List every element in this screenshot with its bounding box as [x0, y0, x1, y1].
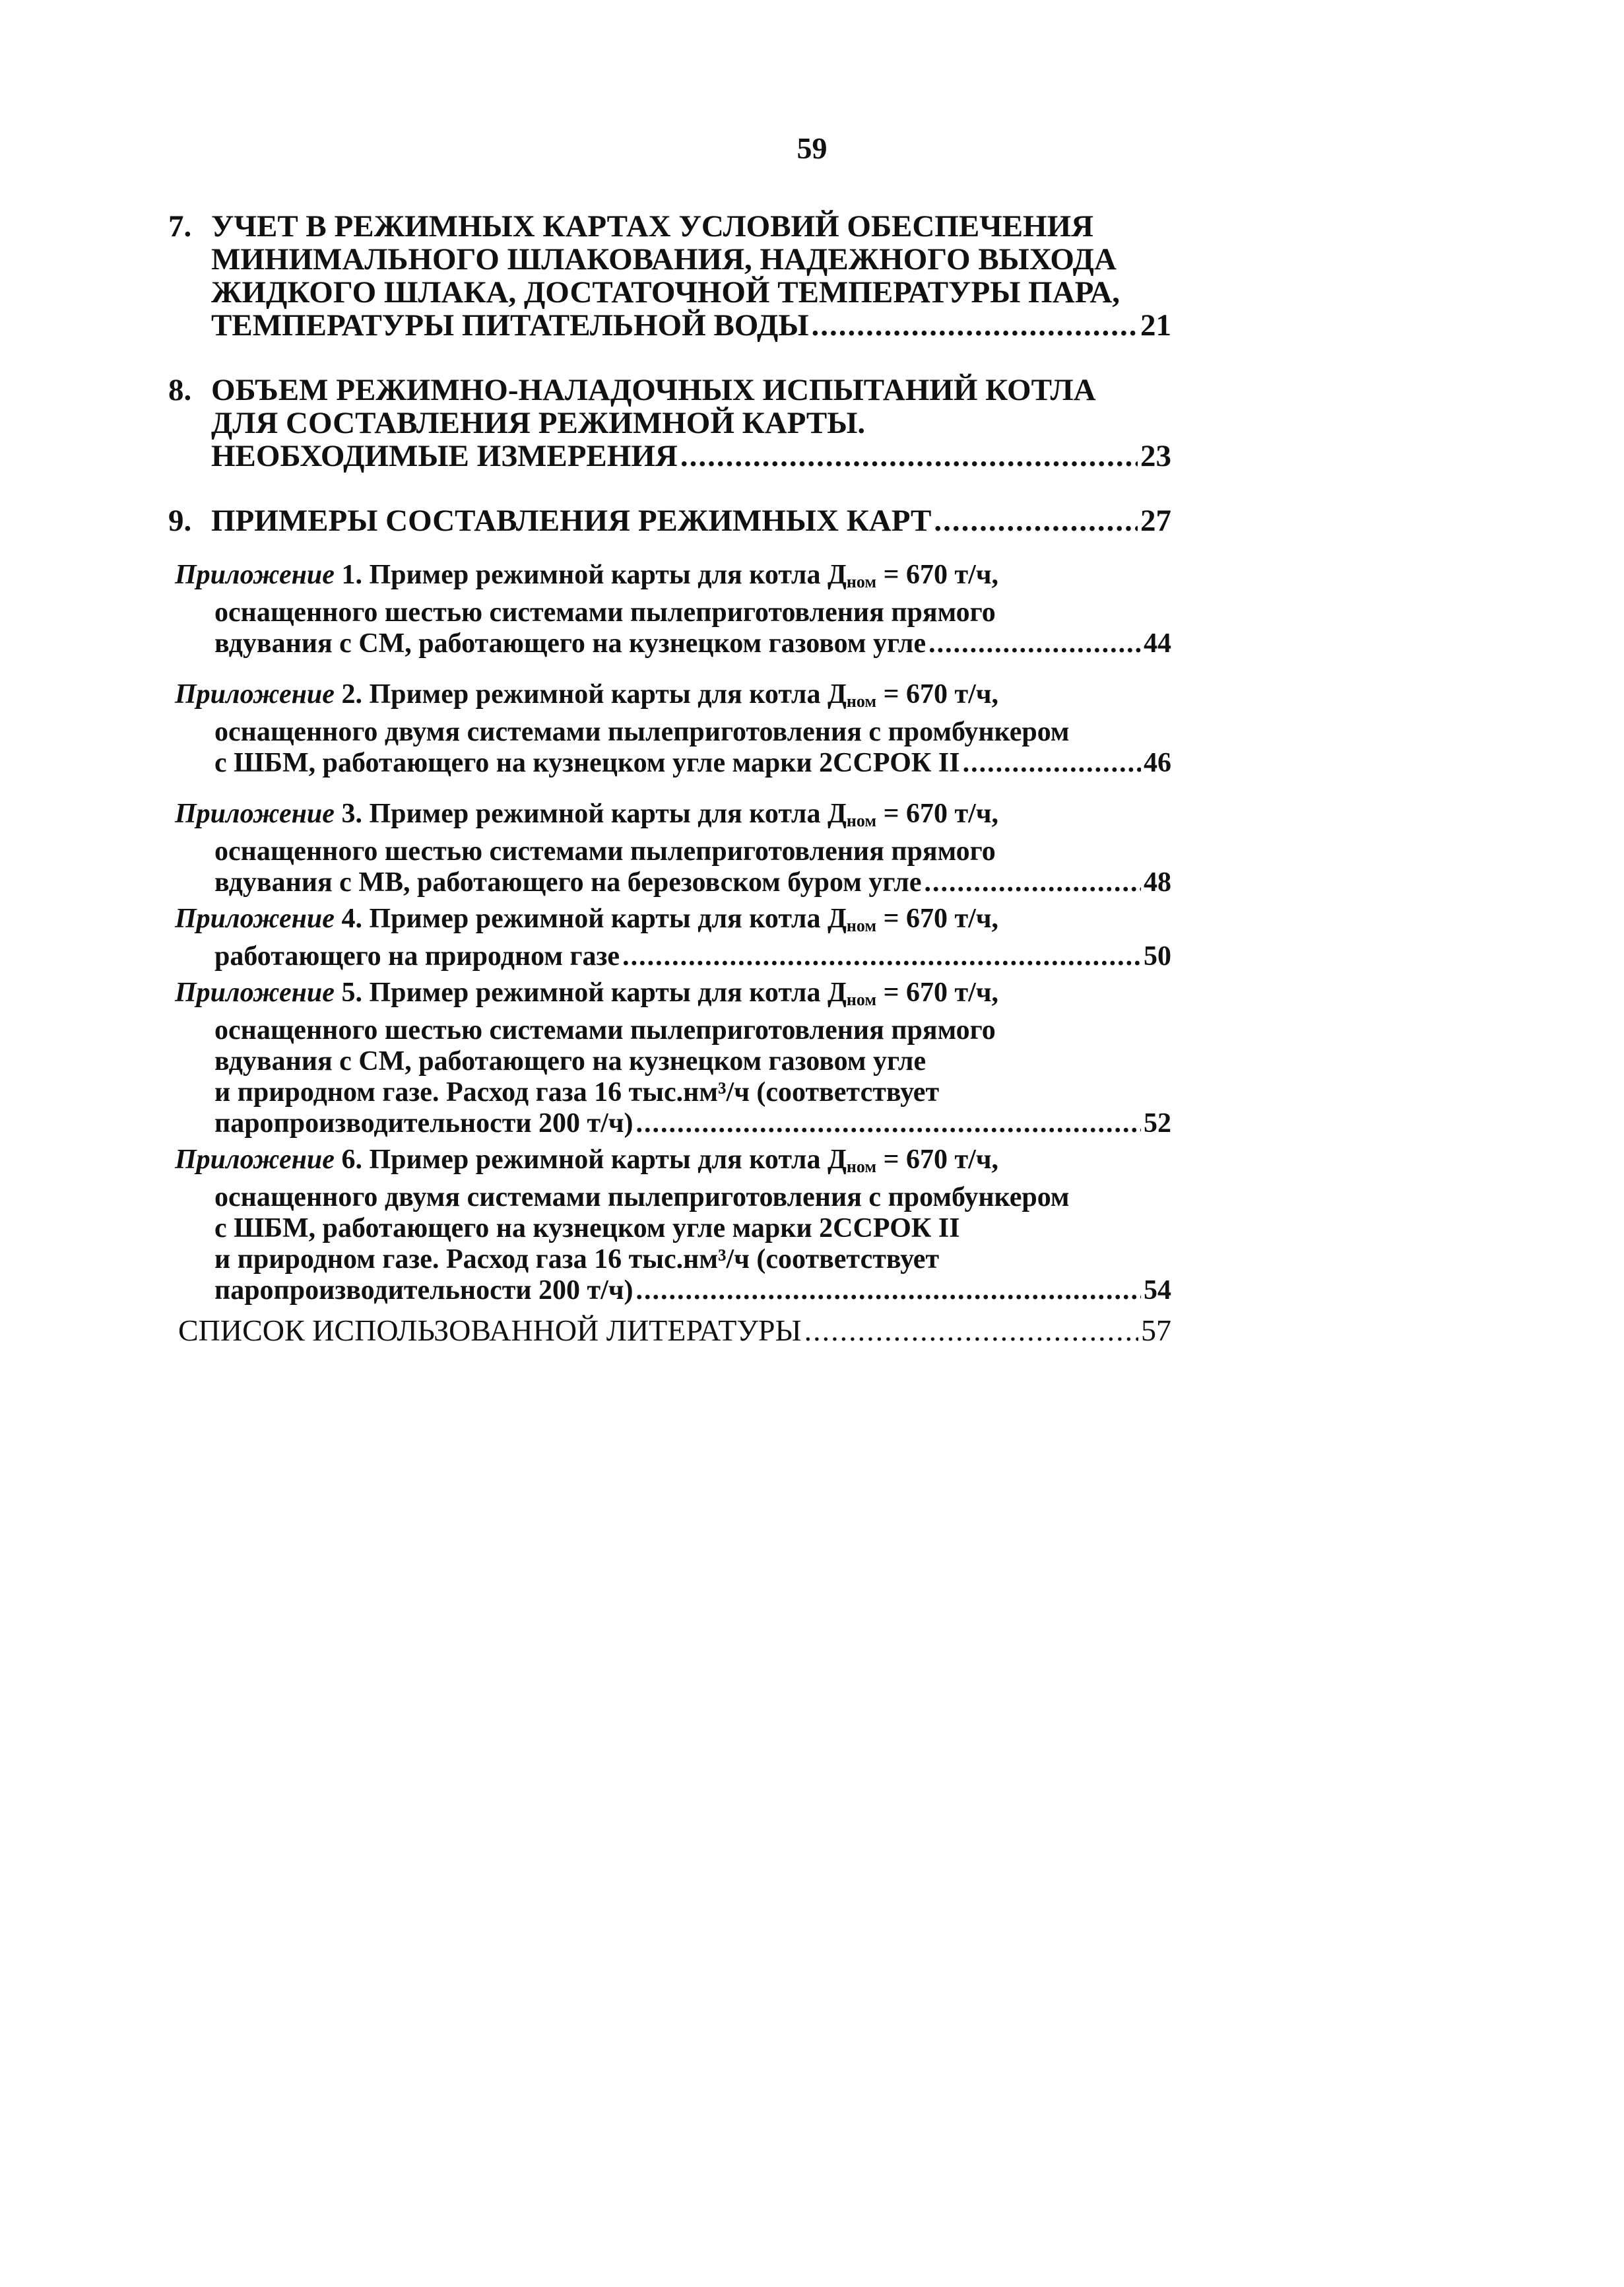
appendix-number: 5.	[341, 978, 362, 1008]
toc-appendix-2[interactable]	[168, 679, 1171, 779]
dot-leader	[680, 440, 1138, 473]
appendix-subscript: ном	[846, 916, 877, 935]
appendix-last-line	[168, 867, 1171, 898]
appendix-number: 6.	[341, 1144, 362, 1175]
table-of-contents	[168, 210, 1171, 1347]
appendix-title-line: вдувания с СМ, работающего на кузнецком газовом угле	[214, 628, 926, 659]
section-title-line: НЕОБХОДИМЫЕ ИЗМЕРЕНИЯ	[211, 439, 678, 473]
toc-section-9[interactable]	[168, 504, 1171, 537]
dot-leader	[934, 504, 1138, 537]
appendix-page-number: 50	[1144, 941, 1171, 972]
appendix-title-suffix: = 670 т/ч,	[876, 978, 999, 1008]
section-title-line: ДЛЯ СОСТАВЛЕНИЯ РЕЖИМНОЙ КАРТЫ.	[211, 406, 866, 440]
section-title-line: ЖИДКОГО ШЛАКА, ДОСТАТОЧНОЙ ТЕМПЕРАТУРЫ ПАРА,	[211, 275, 1121, 310]
appendix-title-line: вдувания с СМ, работающего на кузнецком газовом угле	[214, 1046, 926, 1077]
appendix-number: 4.	[341, 904, 362, 934]
appendix-page-number: 44	[1144, 628, 1171, 659]
appendix-label: Приложение	[175, 1144, 335, 1175]
section-title-line: ПРИМЕРЫ СОСТАВЛЕНИЯ РЕЖИМНЫХ КАРТ	[211, 504, 932, 538]
appendix-title-line: оснащенного шестью системами пылеприготовления прямого	[214, 836, 996, 867]
section-title-line: МИНИМАЛЬНОГО ШЛАКОВАНИЯ, НАДЕЖНОГО ВЫХОДА	[211, 242, 1117, 277]
appendix-subscript: ном	[846, 572, 877, 591]
appendix-first-line	[168, 1144, 1171, 1182]
toc-appendix-6[interactable]	[168, 1144, 1171, 1306]
section-number: 8.	[168, 373, 192, 407]
section-title-line: УЧЕТ В РЕЖИМНЫХ КАРТАХ УСЛОВИЙ ОБЕСПЕЧЕНИЯ	[211, 209, 1094, 244]
section-page-number: 21	[1140, 308, 1171, 343]
appendix-title-line: оснащенного двумя системами пылеприготовления с промбункером	[214, 717, 1070, 747]
section-line	[168, 210, 1171, 243]
appendix-title-suffix: = 670 т/ч,	[876, 904, 999, 934]
toc-section-8[interactable]	[168, 374, 1171, 473]
appendix-number: 1.	[341, 560, 362, 590]
dot-leader	[804, 1314, 1138, 1347]
section-last-line	[168, 440, 1171, 473]
dot-leader	[636, 1108, 1141, 1139]
appendix-number: 2.	[341, 679, 362, 710]
section-last-line	[168, 504, 1171, 537]
appendix-title-line: и природном газе. Расход газа 16 тыс.нм³/ч (соответствует	[214, 1077, 940, 1108]
appendix-last-line	[168, 628, 1171, 659]
appendix-title-line: оснащенного двумя системами пылеприготовления с промбункером	[214, 1182, 1070, 1212]
toc-appendix-1[interactable]	[168, 560, 1171, 659]
toc-appendix-3[interactable]	[168, 799, 1171, 898]
dot-leader	[924, 867, 1141, 898]
appendix-label: Приложение	[175, 978, 335, 1008]
appendix-last-line	[168, 1108, 1171, 1139]
dot-leader	[963, 748, 1141, 779]
toc-appendix-4[interactable]	[168, 904, 1171, 972]
section-number: 7.	[168, 209, 192, 244]
appendix-title-line: оснащенного шестью системами пылеприготовления прямого	[214, 1015, 996, 1045]
appendix-label: Приложение	[175, 799, 335, 829]
section-page-number: 23	[1140, 439, 1171, 473]
page-number: 59	[796, 131, 828, 165]
dot-leader	[928, 628, 1141, 659]
appendix-page-number: 48	[1144, 867, 1171, 898]
appendix-first-line	[168, 978, 1171, 1015]
appendix-title-line: и природном газе. Расход газа 16 тыс.нм³/ч (соответствует	[214, 1244, 940, 1275]
appendix-title-prefix: Пример режимной карты для котла Д	[369, 904, 847, 934]
appendix-first-line	[168, 679, 1171, 717]
toc-references[interactable]	[168, 1314, 1171, 1347]
toc-appendix-5[interactable]	[168, 978, 1171, 1139]
appendix-title-line: с ШБМ, работающего на кузнецком угле марки 2ССРОК II	[214, 1213, 960, 1243]
appendix-title-line: паропроизводительности 200 т/ч)	[214, 1108, 633, 1139]
appendix-title-suffix: = 670 т/ч,	[876, 1144, 999, 1175]
appendix-title-prefix: Пример режимной карты для котла Д	[369, 799, 847, 829]
appendix-page-number: 54	[1144, 1275, 1171, 1306]
section-line	[168, 374, 1171, 407]
dot-leader	[636, 1275, 1141, 1306]
appendix-subscript: ном	[846, 990, 877, 1009]
appendix-subscript: ном	[846, 811, 877, 830]
appendix-title-line: работающего на природном газе	[214, 941, 620, 972]
dot-leader	[812, 309, 1138, 342]
appendix-label: Приложение	[175, 904, 335, 934]
appendix-title-line: с ШБМ, работающего на кузнецком угле марки 2ССРОК II	[214, 748, 960, 778]
appendix-last-line	[168, 941, 1171, 972]
appendix-title-prefix: Пример режимной карты для котла Д	[369, 560, 847, 590]
appendix-subscript: ном	[846, 692, 877, 711]
appendix-title-prefix: Пример режимной карты для котла Д	[369, 679, 847, 710]
section-number: 9.	[168, 504, 192, 538]
appendix-title-suffix: = 670 т/ч,	[876, 679, 999, 710]
appendix-first-line	[168, 904, 1171, 941]
references-title: СПИСОК ИСПОЛЬЗОВАННОЙ ЛИТЕРАТУРЫ	[178, 1313, 802, 1347]
appendix-title-line: оснащенного шестью системами пылеприготовления прямого	[214, 597, 996, 628]
appendix-title-prefix: Пример режимной карты для котла Д	[369, 978, 847, 1008]
appendix-label: Приложение	[175, 560, 335, 590]
section-last-line	[168, 309, 1171, 342]
appendix-title-prefix: Пример режимной карты для котла Д	[369, 1144, 847, 1175]
appendix-title-line: паропроизводительности 200 т/ч)	[214, 1275, 633, 1306]
appendix-label: Приложение	[175, 679, 335, 710]
appendix-first-line	[168, 560, 1171, 597]
appendix-number: 3.	[341, 799, 362, 829]
appendix-subscript: ном	[846, 1157, 877, 1176]
appendix-last-line	[168, 748, 1171, 779]
dot-leader	[622, 941, 1141, 972]
references-page-number: 57	[1141, 1313, 1171, 1347]
appendix-title-suffix: = 670 т/ч,	[876, 560, 999, 590]
section-page-number: 27	[1140, 504, 1171, 538]
section-title-line: ТЕМПЕРАТУРЫ ПИТАТЕЛЬНОЙ ВОДЫ	[211, 308, 809, 343]
section-title-line: ОБЪЕМ РЕЖИМНО-НАЛАДОЧНЫХ ИСПЫТАНИЙ КОТЛА	[211, 373, 1096, 407]
appendix-page-number: 52	[1144, 1108, 1171, 1139]
appendix-last-line	[168, 1275, 1171, 1306]
appendix-page-number: 46	[1144, 748, 1171, 778]
appendix-title-suffix: = 670 т/ч,	[876, 799, 999, 829]
appendix-title-line: вдувания с МВ, работающего на березовском буром угле	[214, 867, 922, 898]
toc-section-7[interactable]	[168, 210, 1171, 342]
appendix-first-line	[168, 799, 1171, 836]
